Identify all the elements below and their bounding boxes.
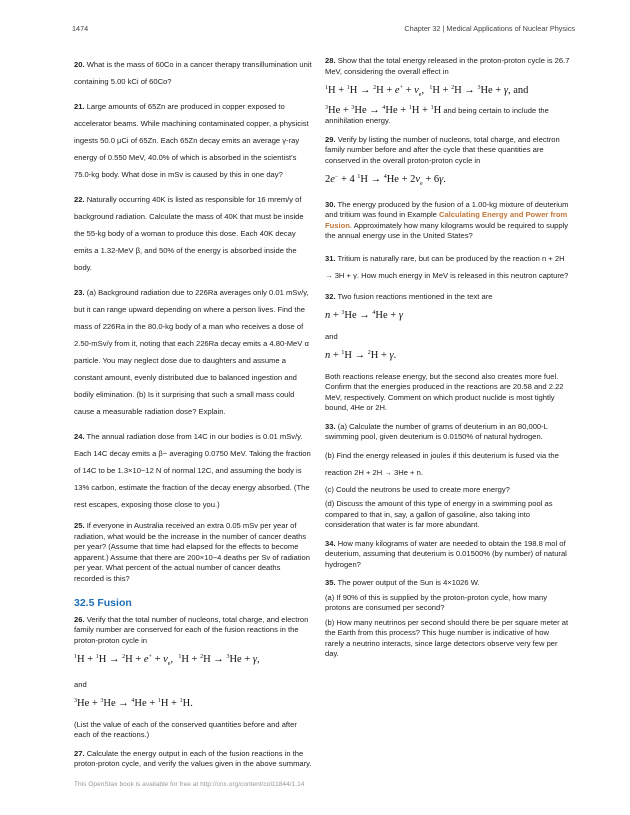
problem-33a — [325, 422, 570, 443]
problem-number: 33. — [325, 421, 336, 431]
problem-26-note: (List the value of each of the conserved quantities before and after each of the reactions.) — [74, 719, 297, 740]
section-title: 32.5 Fusion — [74, 597, 132, 609]
problem-number: 26. — [74, 614, 85, 624]
problem-text: Naturally occurring 40K is listed as responsible for 16 mrem/y of background radiation. Calculate the mass of 40K that must be inside the 55-kg body of a woman to produce this dose. Each 40K decay emits a 1.32-MeV β, and 50% of the energy is absorbed inside the body. — [74, 195, 304, 272]
problem-text: Two fusion reactions mentioned in the text are — [337, 291, 493, 301]
problem-number: 21. — [74, 102, 85, 111]
page-number: 1474 — [72, 24, 89, 33]
problem-31 — [325, 250, 570, 284]
problem-number: 28. — [325, 56, 336, 65]
problem-text: Large amounts of 65Zn are produced in copper exposed to accelerator beams. While machining contaminated copper, a physicist ingests 50.0 μCi of 65Zn. Each 65Zn decay emits an average γ-ray energy of 0.550 MeV, 40.0% of which is absorbed in the scientist's 75.0-kg body. What dose in mSv is caused by this in one day? — [74, 102, 309, 179]
problem-35b: (b) How many neutrinos per second should there be per square meter at the Earth from this process? This huge number is indicative of how rarely a neutrino interacts, since large detectors observe very few per day. — [325, 617, 569, 659]
equation-fusion-1: n + $^3$He → $^4$He + γ — [325, 310, 403, 322]
problem-30 — [325, 200, 570, 242]
problem-text: The power output of the Sun is 4×1026 W. — [337, 578, 480, 588]
problem-number: 34. — [325, 538, 336, 548]
problem-34 — [325, 539, 570, 571]
right-column — [325, 56, 570, 668]
problem-28-end: and being certain to include the annihilation energy. — [325, 105, 549, 126]
chapter-title: Chapter 32 | Medical Applications of Nuclear Physics — [404, 24, 575, 33]
problem-text: How many kilograms of water are needed to obtain the 198.8 mol of deuterium, assuming that deuterium is 0.01500% (by number) of natural hydrogen? — [325, 538, 567, 569]
problem-22 — [74, 191, 312, 276]
problem-32-note: Both reactions release energy, but the second also creates more fuel. Confirm that the energies produced in the reactions are 20.58 and 2.22 MeV, respectively. Comment on which product nuclide is most tightly bound, 4He or 2H. — [325, 371, 564, 413]
problem-26 — [74, 615, 312, 647]
problem-25 — [74, 521, 312, 584]
problem-35 — [325, 578, 570, 589]
problem-number: 20. — [74, 60, 85, 69]
problem-33d: (d) Discuss the amount of this type of energy in a swimming pool as compared to that in, say, a gallon of gasoline, also taking into consideration that water is far more abundant. — [325, 499, 553, 530]
equation-overall-2: $^3$He + $^3$He → $^4$He + $^1$H + $^1$H and being certain to include the annihilation energy. — [325, 104, 549, 126]
problem-21 — [74, 98, 312, 183]
page-header — [72, 24, 575, 33]
problem-text: Show that the total energy released in the proton-proton cycle is 26.7 MeV, considering the overall effect in — [325, 56, 570, 76]
problem-text: Verify that the total number of nucleons, total charge, and electron family number are conserved for each of the fusion reactions in the proton-proton cycle in — [74, 614, 309, 645]
problem-23 — [74, 284, 312, 420]
page-footer: This OpenStax book is available for free at http://cnx.org/content/col11844/1.14 — [74, 781, 305, 788]
problem-text: Tritium is naturally rare, but can be produced by the reaction n + 2H → 3H + γ. How much energy in MeV is released in this neutron capture? — [325, 253, 569, 280]
problem-29 — [325, 135, 570, 167]
problem-text: (a) Background radiation due to 226Ra averages only 0.01 mSv/y, but it can range upward depending on where a person lives. Find the mass of 226Ra in the 80.0-kg body of a man who receives a dose of 2.50-mSv/y from it, noting that each 226Ra decay emits a 4.80-MeV α particle. You may neglect dose due to daughters and assume a constant amount, evenly distributed due to balanced ingestion and bodily elimination. (b) Is it surprising that such a small mass could cause a measurable radiation dose? Explain. — [74, 288, 309, 416]
problem-number: 30. — [325, 199, 336, 209]
problem-33c: (c) Could the neutrons be used to create more energy? — [325, 484, 510, 494]
problem-number: 23. — [74, 288, 85, 297]
problem-text: Calculate the energy output in each of the fusion reactions in the proton-proton cycle, and verify the values given in the above summary. — [74, 748, 312, 769]
problem-text: Verify by listing the number of nucleons, total charge, and electron family number before and after the cycle that these quantities are conserved in the overall proton-proton cycle in — [325, 134, 560, 165]
connector-and: and — [325, 331, 338, 341]
problem-number: 29. — [325, 134, 336, 144]
problem-number: 24. — [74, 432, 85, 441]
problem-text: The energy produced by the fusion of a 1.00-kg mixture of deuterium and tritium was found in Example — [325, 199, 569, 220]
problem-20 — [74, 56, 312, 90]
equation-fusion-2: n + $^1$H → $^2$H + γ. — [325, 350, 397, 362]
problem-number: 35. — [325, 578, 336, 588]
equation-pp-cycle-2: $^3$He + $^3$He → $^4$He + $^1$H + $^1$H. — [74, 698, 193, 710]
problem-32 — [325, 292, 570, 303]
problem-28 — [325, 56, 570, 77]
problem-number: 27. — [74, 748, 85, 758]
problem-text: What is the mass of 60Co in a cancer therapy transillumination unit containing 5.00 kCi of 60Co? — [74, 60, 312, 86]
problem-33b: (b) Find the energy released in joules if this deuterium is fused via the reaction 2H + 2H → 3He + n. — [325, 450, 559, 477]
equation-overall-cycle: 2e− + 4 $^1H \to ^4He + 2v_e + 6\gamma$. — [325, 174, 446, 188]
equation-overall-1: $^1H + ^1H \to ^2H + e^+ + v_e$, $^1$H + $^2$H → $^3$He + γ, and — [325, 85, 529, 99]
problem-text: (a) Calculate the number of grams of deuterium in an 80,000-L swimming pool, given deuterium is 0.0150% of natural hydrogen. — [325, 421, 548, 442]
problem-27 — [74, 749, 312, 770]
problem-24 — [74, 428, 312, 513]
problem-text: If everyone in Australia received an extra 0.05 mSv per year of radiation, what would be the increase in the number of cancer deaths per year? (Assume that time had elapsed for the effects to become apparent.) Assume that there are 200×10−4 deaths per Sv of radiation per year. What percent of the actual number of cancer deaths recorded is this? — [74, 521, 310, 583]
problem-number: 31. — [325, 253, 336, 263]
problem-35a: (a) If 90% of this is supplied by the proton-proton cycle, how many protons are consumed per second? — [325, 592, 548, 613]
left-column — [74, 56, 312, 778]
problem-number: 25. — [74, 521, 85, 530]
example-link[interactable]: Calculating Energy and Power from Fusion — [325, 210, 568, 230]
problem-text: . Approximately how many kilograms would be required to supply the annual energy use in the United States? — [325, 220, 569, 241]
connector-and: and — [74, 679, 87, 689]
problem-number: 22. — [74, 195, 85, 204]
problem-text: The annual radiation dose from 14C in our bodies is 0.01 mSv/y. Each 14C decay emits a β− averaging 0.0750 MeV. Taking the fraction of 14C to be 1.3×10−12 N of normal 12C, and assuming the body is 13% carbon, estimate the fraction of the decay energy absorbed. (The rest escapes, exposing those close to you.) — [74, 432, 311, 509]
problem-number: 32. — [325, 291, 336, 301]
equation-pp-cycle-1: $^1H + ^1H \to ^2H + e^+ + v_e$, $^1$H + $^2$H → $^3$He + γ, — [74, 654, 260, 668]
